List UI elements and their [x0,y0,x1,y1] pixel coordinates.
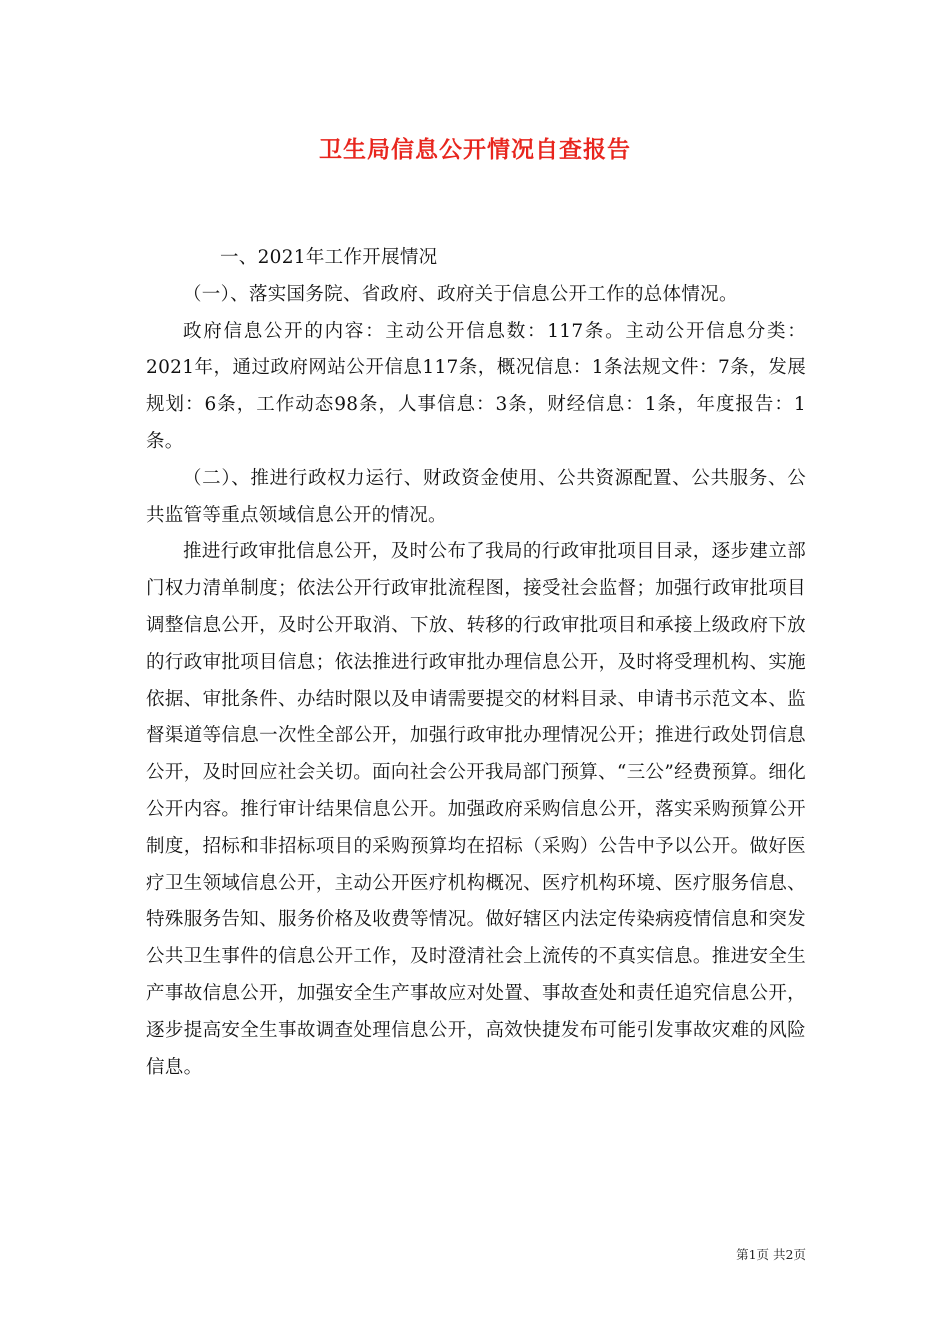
document-title: 卫生局信息公开情况自查报告 [319,136,631,163]
paragraph-key-areas: 推进行政审批信息公开，及时公布了我局的行政审批项目目录，逐步建立部门权力清单制度；依法公开行政审批流程图，接受社会监督；加强行政审批项目调整信息公开，及时公开取消、下放、转移的行政审批项目和承接上级政府下放的行政审批项目信息；依法推进行政审批办理信息公开，及时将受理机构、实施依据、审批条件、办结时限以及申请需要提交的材料目录、申请书示范文本、监督渠道等信息一次性全部公开，加强行政审批办理情况公开；推进行政处罚信息公开，及时回应社会关切。面向社会公开我局部门预算、“三公”经费预算。细化公开内容。推行审计结果信息公开。加强政府采购信息公开，落实采购预算公开制度，招标和非招标项目的采购预算均在招标（采购）公告中予以公开。做好医疗卫生领域信息公开，主动公开医疗机构概况、医疗机构环境、医疗服务信息、特殊服务告知、服务价格及收费等情况。做好辖区内法定传染病疫情信息和突发公共卫生事件的信息公开工作，及时澄清社会上流传的不真实信息。推进安全生产事故信息公开，加强安全生产事故应对处置、事故查处和责任追究信息公开，逐步提高安全生事故调查处理信息公开，高效快捷发布可能引发事故灾难的风险信息。 [146,541,806,1078]
paragraph-disclosure-stats: 政府信息公开的内容：主动公开信息数：117条。主动公开信息分类：2021年，通过政府网站公开信息117条，概况信息：1条法规文件：7条，发展规划：6条，工作动态98条，人事信息：3条，财经信息：1条，年度报告：1条。 [146,320,806,452]
page-number: 第1页 共2页 [736,1247,806,1262]
document-body [146,240,806,1086]
section-heading-1: 一、2021年工作开展情况 [220,247,438,268]
subsection-heading-2: （二）、推进行政权力运行、财政资金使用、公共资源配置、公共服务、公共监管等重点领域信息公开的情况。 [146,467,806,526]
subsection-heading-1: （一）、落实国务院、省政府、政府关于信息公开工作的总体情况。 [183,283,738,305]
